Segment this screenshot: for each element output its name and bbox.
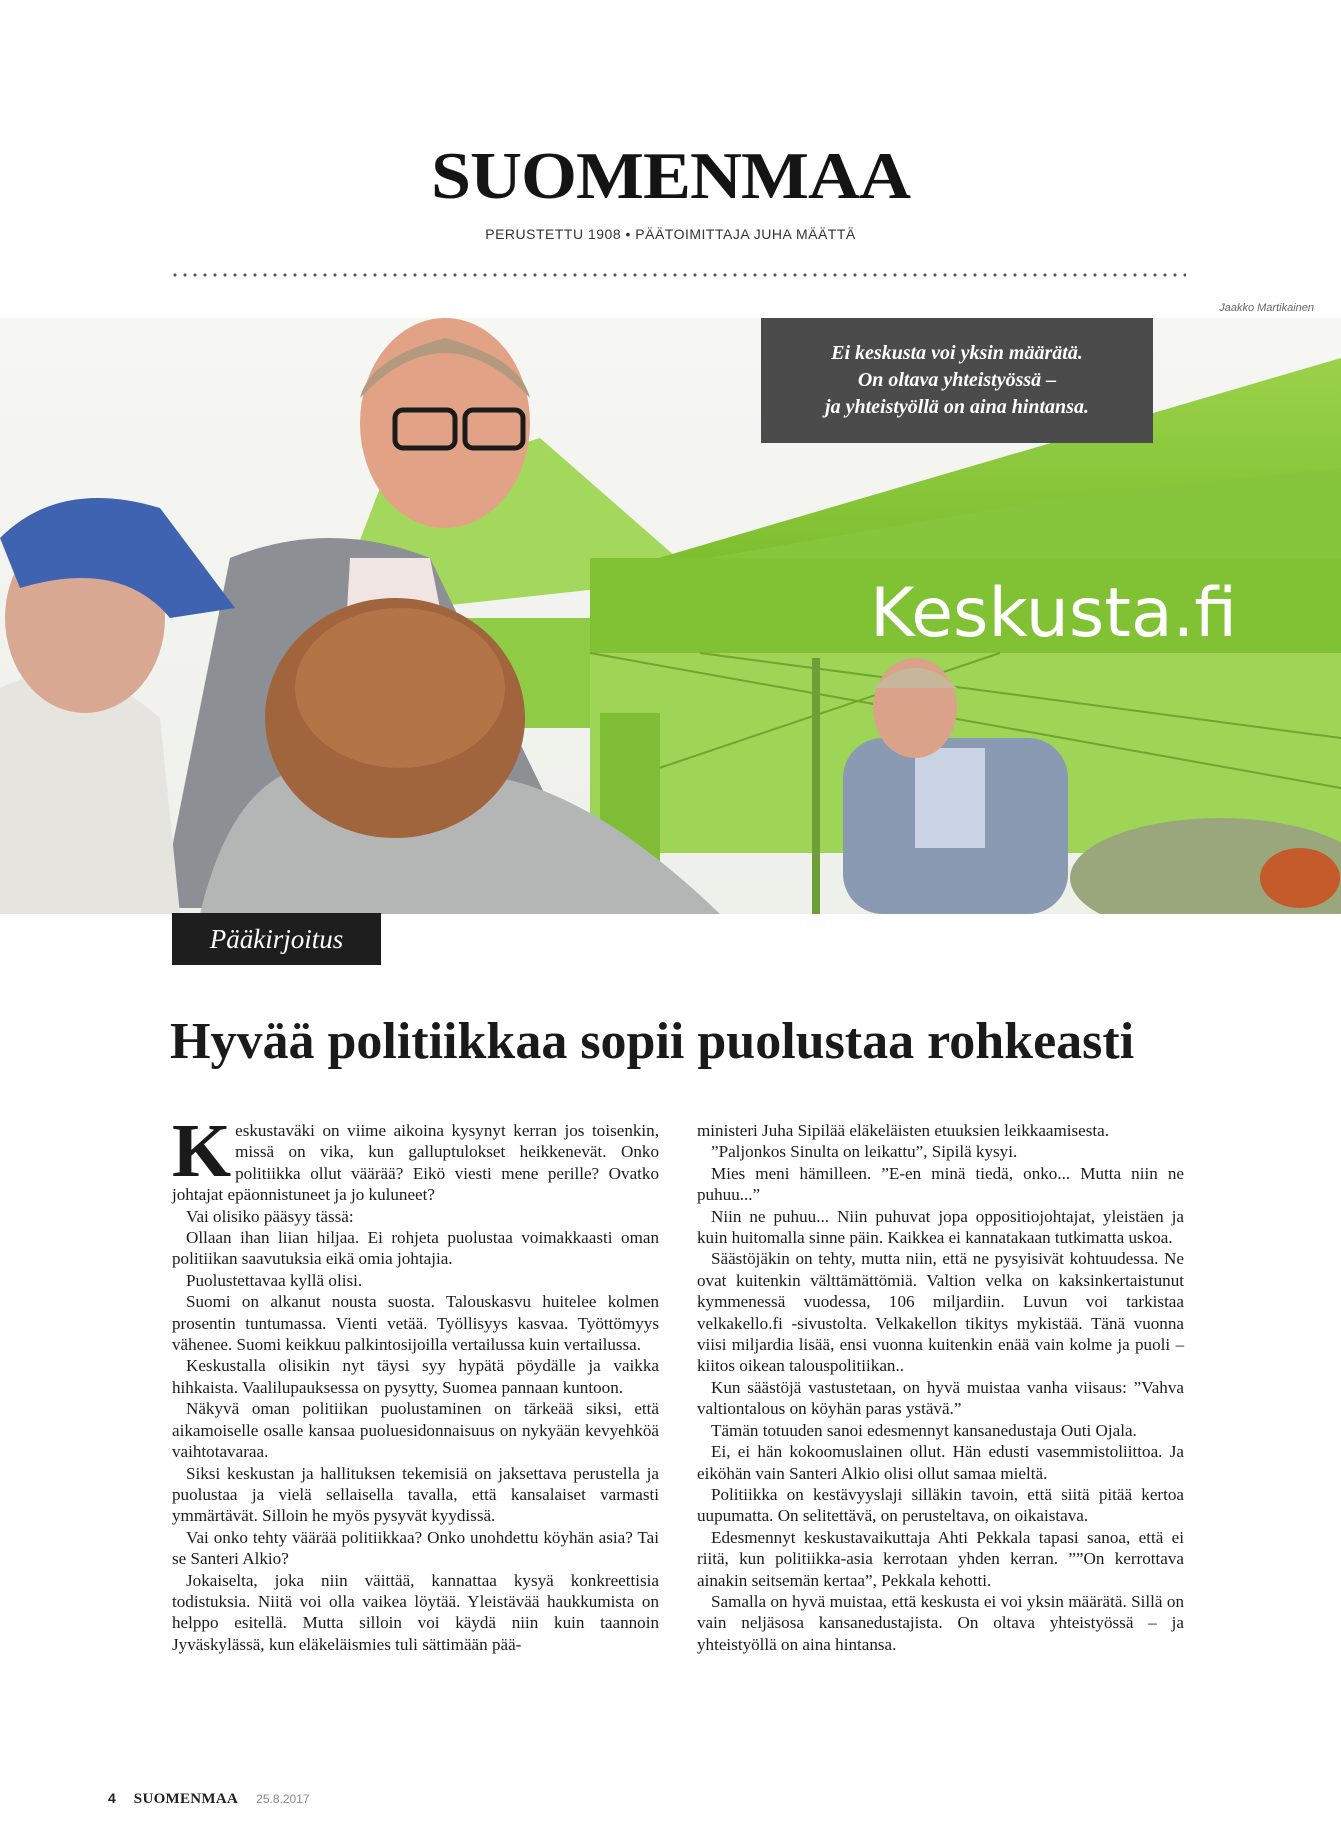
masthead [0,140,1341,242]
article-paragraph: Vai onko tehty väärää politiikkaa? Onko unohdettu köyhän asia? Tai se Santeri Alkio? [172,1527,659,1569]
article-paragraph: ”Paljonkos Sinulta on leikattu”, Sipilä kysyi. [711,1142,1018,1162]
article-paragraph: Kun säästöjä vastustetaan, on hyvä muistaa vanha viisaus: ”Vahva valtiontalous on köyhän paras ystävä.” [697,1377,1184,1419]
article-paragraph: Edesmennyt keskustavaikuttaja Ahti Pekkala tapasi sanoa, että ei riitä, kun politiikka-asia kerrotaan yhden kerran. ””On kerrottava ainakin seitsemän kertaa”, Pekkala kehotti. [697,1527,1184,1590]
article-paragraph: Ollaan ihan liian hiljaa. Ei rohjeta puolustaa voimakkaasti oman politiikan saavutuksia eikä omia johtajia. [172,1228,659,1269]
newspaper-logo: SUOMENMAA [431,139,910,213]
article-column-left [172,1109,659,1655]
article-paragraph: Mies meni hämilleen. ”E-en minä tiedä, onko... Mutta niin ne puhuu...” [697,1163,1184,1205]
article-paragraph: ministeri Juha Sipilää eläkeläisten etuuksien leikkaamisesta. [697,1121,1110,1140]
article-paragraph: Tämän totuuden sanoi edesmennyt kansanedustaja Outi Ojala. [711,1420,1137,1440]
pull-quote-text: Ei keskusta voi yksin määrätä. On oltava yhteistyössä – ja yhteistyöllä on aina hintansa. [825,342,1089,418]
article-paragraph: Jokaiselta, joka niin väittää, kannattaa kysyä konkreettisia todistuksia. Niitä voi olla vaikea löytää. Yleistävää haukkumista on helppo esitellä. Mutta silloin voi käydä niin kuin taannoin Jyväskylässä, kun eläkeläismies tuli sättimään pää- [172,1570,659,1654]
article-paragraph: Suomi on alkanut nousta suosta. Talouskasvu huitelee kolmen prosentin tuntumassa. Vienti vetää. Työllisyys kasvaa. Työttömyys vähenee. Suomi keikkuu palkintosijoilla vertailussa kuin vertailussa. [172,1292,659,1355]
article-paragraph: Ei, ei hän kokoomuslainen ollut. Hän edusti vasemmistoliittoa. Ja eiköhän vain Santeri Alkio olisi ollut samaa mieltä. [697,1442,1184,1483]
section-label: Pääkirjoitus [172,913,381,965]
article-paragraph: Politiikka on kestävyyslaji silläkin tavoin, että siitä pitää kertoa uupumatta. On selitettävä, on perusteltava, on oikaistava. [697,1484,1184,1526]
headline: Hyvää politiikkaa sopii puolustaa rohkeasti [170,1013,1135,1070]
article-paragraph: Puolustettavaa kyllä olisi. [186,1270,363,1290]
drop-cap: K [172,1109,232,1193]
article-column-right [697,1120,1184,1655]
tent-text: Keskusta.fi [870,574,1238,653]
article-paragraph [172,1109,659,1206]
article-paragraph: Siksi keskustan ja hallituksen tekemisiä on jaksettava perustella ja puolustaa ja vielä sellaisella tavalla, että kansalaiset varmasti ymmärtävät. Silloin he myös pysyvät kyydissä. [172,1463,659,1526]
article-paragraph: Vai olisiko pääsyy tässä: [186,1206,354,1226]
article-paragraph: Säästöjäkin on tehty, mutta niin, että ne pysyisivät kohtuudessa. Ne ovat kuitenkin välttämättömiä. Valtion velka on kaksinkertaistunut kymmenessä vuodessa, 106 miljardiin. Luvun voi tarkistaa velkakello.fi -sivustolta. Velkakellon tikitys mykistää. Tänä vuonna viisi miljardia lisää, ensi vuonna kuitenkin enää vain kolme ja puoli – kiitos oikean talouspolitiikan.. [697,1249,1184,1376]
dotted-divider [170,272,1186,278]
photo-credit: Jaakko Martikainen [1219,302,1314,314]
article-paragraph: Niin ne puhuu... Niin puhuvat jopa oppositiojohtajat, yleistäen ja kuin huitomalla sinne päin. Kaikkea ei kannatakaan tutkimatta uskoa. [697,1206,1184,1248]
page-footer [108,1790,310,1808]
page-number: 4 [108,1790,116,1806]
issue-date: 25.8.2017 [256,1792,310,1806]
article-paragraph: Samalla on hyvä muistaa, että keskusta ei voi yksin määrätä. Sillä on vain neljäsosa kansanedustajista. On oltava yhteistyössä – ja yhteistyöllä on aina hintansa. [697,1591,1184,1654]
footer-logo: SUOMENMAA [133,1791,239,1807]
article-paragraph: Näkyvä oman politiikan puolustaminen on tärkeää siksi, että aikamoiselle osalle kansaa puoluesidonnaisuus on nykyään kevyehköä vaihtotavaraa. [172,1399,659,1462]
masthead-tagline: PERUSTETTU 1908 • PÄÄTOIMITTAJA JUHA MÄÄTTÄ [485,226,856,242]
paragraph-text: eskustaväki on viime aikoina kysynyt kerran jos toisenkin, missä on vika, kun galluptulokset heikkenevät. Onko politiikka ollut väärää? Eikö viesti mene perille? Ovatko johtajat epäonnistuneet ja jo kuluneet? [172,1121,659,1205]
pull-quote [761,318,1153,443]
article-paragraph: Keskustalla olisikin nyt täysi syy hypätä pöydälle ja vaikka hihkaista. Vaalilupauksessa on pysytty, Suomea pannaan kuntoon. [172,1356,659,1397]
